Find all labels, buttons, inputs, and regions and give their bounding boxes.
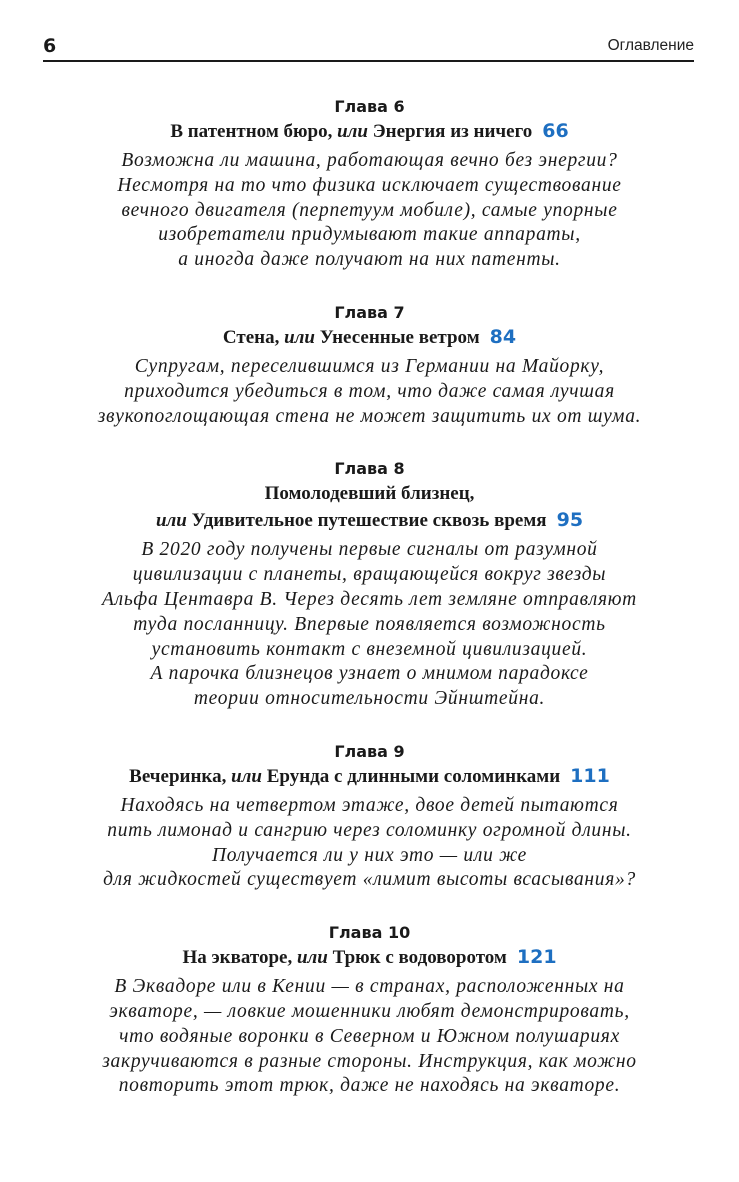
chapter-label: Глава 10 — [328, 923, 411, 943]
chapter-entry-10 — [0, 922, 739, 1099]
description-line: А парочка близнецов узнает о мнимом парадоксе — [150, 663, 589, 685]
description-line: а иногда даже получают на них патенты. — [178, 249, 561, 271]
chapter-page-ref[interactable]: 111 — [570, 764, 610, 787]
description-line: что водяные воронки в Северном и Южном полушариях — [119, 1025, 620, 1047]
description-line: пить лимонад и сангрию через соломинку огромной длины. — [107, 819, 632, 841]
chapter-title-part1: На экваторе, — [182, 947, 293, 969]
description-line: приходится убедиться в том, что даже самая лучшая — [124, 380, 615, 402]
chapter-label: Глава 7 — [334, 302, 405, 322]
chapter-label: Глава 9 — [334, 741, 405, 761]
description-line: установить контакт с внеземной цивилизацией. — [151, 638, 588, 660]
chapter-title — [0, 118, 739, 145]
chapter-title-part2: Ерунда с длинными соломинками — [266, 765, 561, 787]
description-line: цивилизации с планеты, вращающейся вокруг звезды — [132, 564, 607, 586]
chapter-description — [0, 538, 739, 712]
description-line: теории относительности Эйнштейна. — [193, 688, 546, 710]
chapter-title-or: или — [231, 765, 262, 787]
chapter-title-part1: В патентном бюро, — [170, 121, 333, 142]
table-of-contents — [0, 96, 739, 1099]
chapter-title-line1: Помолодевший близнец, — [264, 483, 475, 505]
chapter-title — [0, 324, 739, 351]
chapter-page-ref[interactable]: 84 — [489, 325, 517, 348]
chapter-title-part2: Унесенные ветром — [319, 326, 480, 348]
chapter-page-ref[interactable]: 66 — [542, 120, 569, 142]
chapter-title-or: или — [155, 510, 187, 532]
description-line: закручиваются в разные стороны. Инструкция, как можно — [102, 1050, 637, 1072]
chapter-title-part2: Трюк с водоворотом — [332, 947, 507, 969]
chapter-title-part2: Удивительное путешествие сквозь время — [191, 510, 547, 532]
description-line: туда посланницу. Впервые появляется возможность — [133, 613, 606, 635]
chapter-page-ref[interactable]: 95 — [556, 509, 584, 532]
description-line: Находясь на четвертом этаже, двое детей пытаются — [120, 794, 619, 816]
description-line: Альфа Центавра B. Через десять лет земляне отправляют — [102, 588, 637, 610]
chapter-description — [0, 975, 739, 1099]
chapter-title-part2: Энергия из ничего — [372, 121, 533, 142]
chapter-entry-9 — [0, 741, 739, 893]
description-line: Получается ли у них это — или же — [211, 844, 528, 866]
description-line: повторить этот трюк, даже не находясь на экваторе. — [118, 1075, 621, 1097]
chapter-title-or: или — [296, 947, 328, 969]
chapter-page-ref[interactable]: 121 — [516, 946, 557, 969]
description-line: экваторе, — ловкие мошенники любят демонстрировать, — [109, 1000, 630, 1022]
chapter-description — [0, 355, 739, 429]
chapter-entry-7 — [0, 302, 739, 429]
description-line: для жидкостей существует «лимит высоты всасывания»? — [103, 869, 636, 891]
chapter-title-part1: Стена, — [222, 326, 280, 348]
chapter-title-or: или — [337, 121, 368, 142]
running-title: Оглавление — [607, 37, 694, 54]
chapter-title — [0, 507, 739, 534]
page-number: 6 — [43, 35, 57, 57]
chapter-title-part1: Вечеринка, — [129, 765, 227, 787]
chapter-title — [0, 944, 739, 971]
description-line: вечного двигателя (перпетуум мобиле), самые упорные — [121, 199, 618, 221]
description-line: изобретатели придумывают такие аппараты, — [158, 224, 581, 246]
chapter-label: Глава 8 — [334, 459, 405, 479]
page-header — [43, 34, 694, 62]
chapter-description — [0, 149, 739, 273]
chapter-label: Глава 6 — [334, 97, 405, 116]
description-line: Супругам, переселившимся из Германии на Майорку, — [134, 355, 605, 377]
chapter-title-or: или — [284, 326, 315, 348]
description-line: В 2020 году получены первые сигналы от разумной — [141, 539, 598, 561]
chapter-entry-6 — [0, 96, 739, 273]
description-line: Возможна ли машина, работающая вечно без энергии? — [121, 150, 618, 171]
chapter-description — [0, 794, 739, 893]
chapter-title — [0, 763, 739, 790]
chapter-entry-8 — [0, 458, 739, 712]
description-line: звукопоглощающая стена не может защитить их от шума. — [97, 405, 642, 427]
description-line: В Эквадоре или в Кении — в странах, расположенных на — [114, 976, 625, 998]
description-line: Несмотря на то что физика исключает существование — [117, 174, 622, 196]
